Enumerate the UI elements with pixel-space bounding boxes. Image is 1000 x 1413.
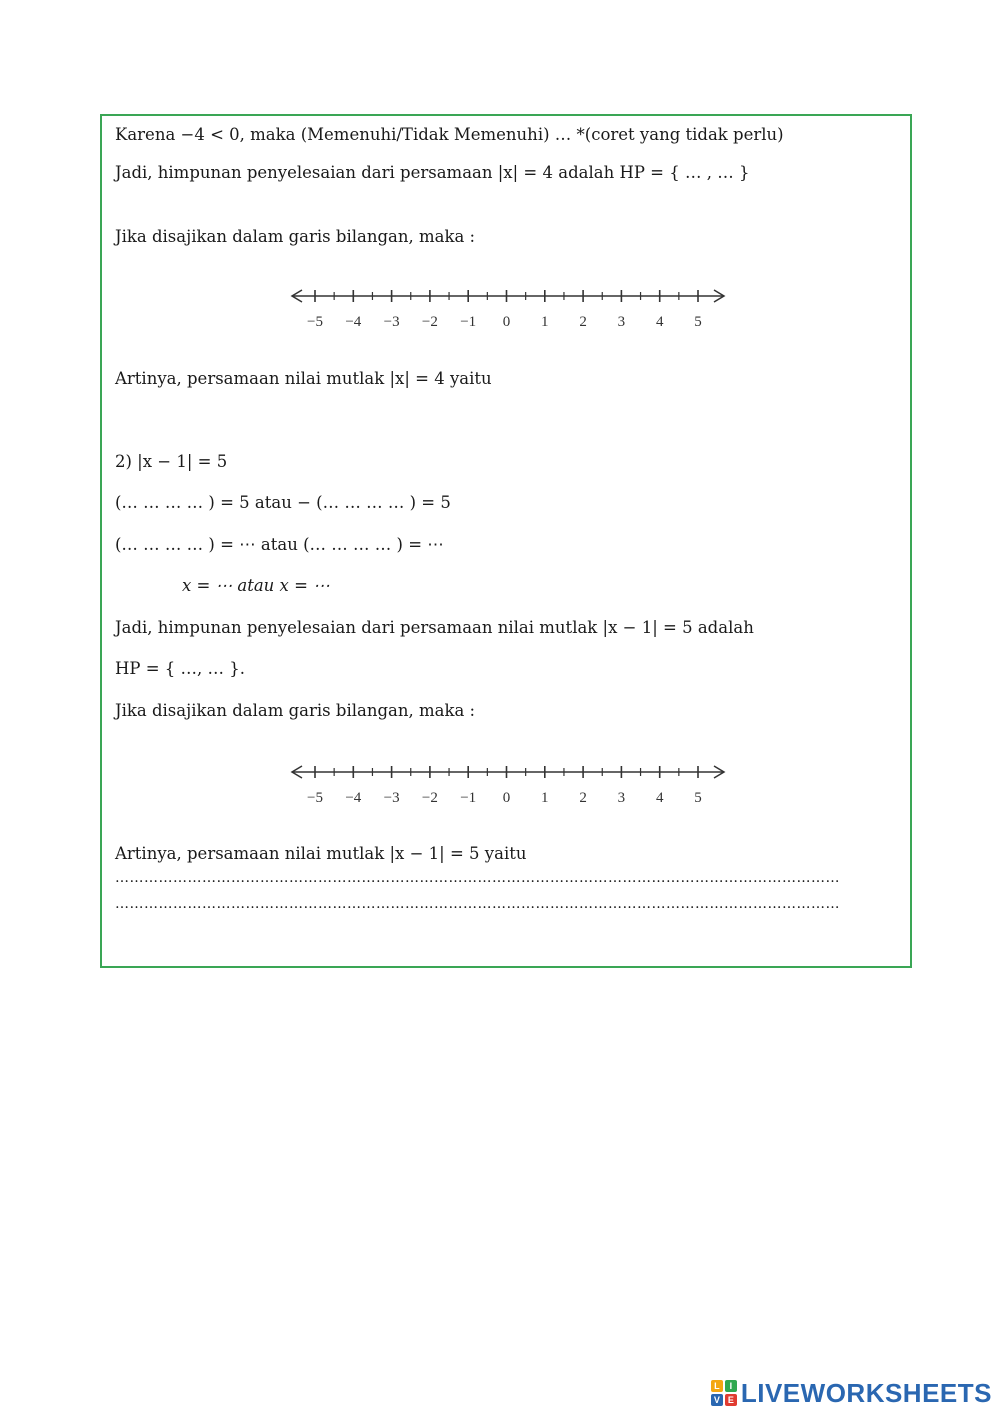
text-line-hp-2-statement: Jadi, himpunan penyelesaian dari persamaan nilai mutlak |x − 1| = 5 adalah bbox=[115, 618, 754, 637]
number-line-label: −2 bbox=[421, 314, 438, 330]
number-line-label: −1 bbox=[460, 314, 477, 330]
text-line-artinya-2: Artinya, persamaan nilai mutlak |x − 1| = 5 yaitu bbox=[115, 844, 527, 863]
number-line-label: 3 bbox=[617, 790, 626, 806]
number-line-label: 4 bbox=[655, 790, 664, 806]
answer-dots-line-2: …………………………………………………………………………………………………………………………………… bbox=[115, 896, 840, 912]
number-line-label: 2 bbox=[579, 790, 587, 806]
text-line-hp-2-set: HP = { …, … }. bbox=[115, 659, 246, 678]
number-line-label: −3 bbox=[383, 790, 400, 806]
text-line-garis-1: Jika disajikan dalam garis bilangan, maka : bbox=[115, 227, 476, 246]
text-line-step-3: x = ⋯ atau x = ⋯ bbox=[182, 576, 330, 595]
text-line-step-2: (… … … … ) = ⋯ atau (… … … … ) = ⋯ bbox=[115, 535, 444, 554]
logo-text: LIVEWORKSHEETS bbox=[740, 1377, 992, 1408]
number-line-label: 4 bbox=[655, 314, 664, 330]
worksheet-box bbox=[100, 114, 912, 968]
number-line-label: 5 bbox=[694, 314, 702, 330]
text-line-hp-1: Jadi, himpunan penyelesaian dari persamaan |x| = 4 adalah HP = { … , … } bbox=[115, 163, 750, 182]
number-line-label: 0 bbox=[502, 314, 511, 330]
liveworksheets-logo bbox=[711, 1378, 992, 1408]
logo-letter: E bbox=[725, 1394, 737, 1406]
number-line-label: 1 bbox=[541, 314, 549, 330]
number-line-label: −4 bbox=[345, 314, 362, 330]
answer-dots-line-1: …………………………………………………………………………………………………………………………………… bbox=[115, 870, 840, 886]
logo-letter: I bbox=[725, 1380, 737, 1392]
number-line-1 bbox=[288, 284, 728, 334]
text-line-artinya-1: Artinya, persamaan nilai mutlak |x| = 4 yaitu bbox=[115, 369, 492, 388]
number-line-label: −4 bbox=[345, 790, 362, 806]
number-line-label: 0 bbox=[502, 790, 511, 806]
number-line-label: −5 bbox=[307, 314, 323, 330]
text-line-problem-2: 2) |x − 1| = 5 bbox=[115, 452, 228, 471]
logo-letter: V bbox=[711, 1394, 723, 1406]
number-line-label: 1 bbox=[541, 790, 549, 806]
number-line-label: −5 bbox=[307, 790, 323, 806]
number-line-label: 3 bbox=[617, 314, 626, 330]
number-line-label: 5 bbox=[694, 790, 702, 806]
text-line-step-1: (… … … … ) = 5 atau − (… … … … ) = 5 bbox=[115, 493, 451, 512]
text-line-karena: Karena −4 < 0, maka (Memenuhi/Tidak Memenuhi) … *(coret yang tidak perlu) bbox=[115, 125, 784, 144]
number-line-label: −2 bbox=[421, 790, 438, 806]
number-line-2-svg bbox=[288, 760, 728, 810]
number-line-1-svg bbox=[288, 284, 728, 334]
number-line-2 bbox=[288, 760, 728, 810]
number-line-label: −3 bbox=[383, 314, 400, 330]
logo-mark bbox=[711, 1380, 737, 1406]
number-line-label: 2 bbox=[579, 314, 587, 330]
number-line-label: −1 bbox=[460, 790, 477, 806]
logo-letter: L bbox=[711, 1380, 723, 1392]
text-line-garis-2: Jika disajikan dalam garis bilangan, maka : bbox=[115, 701, 476, 720]
